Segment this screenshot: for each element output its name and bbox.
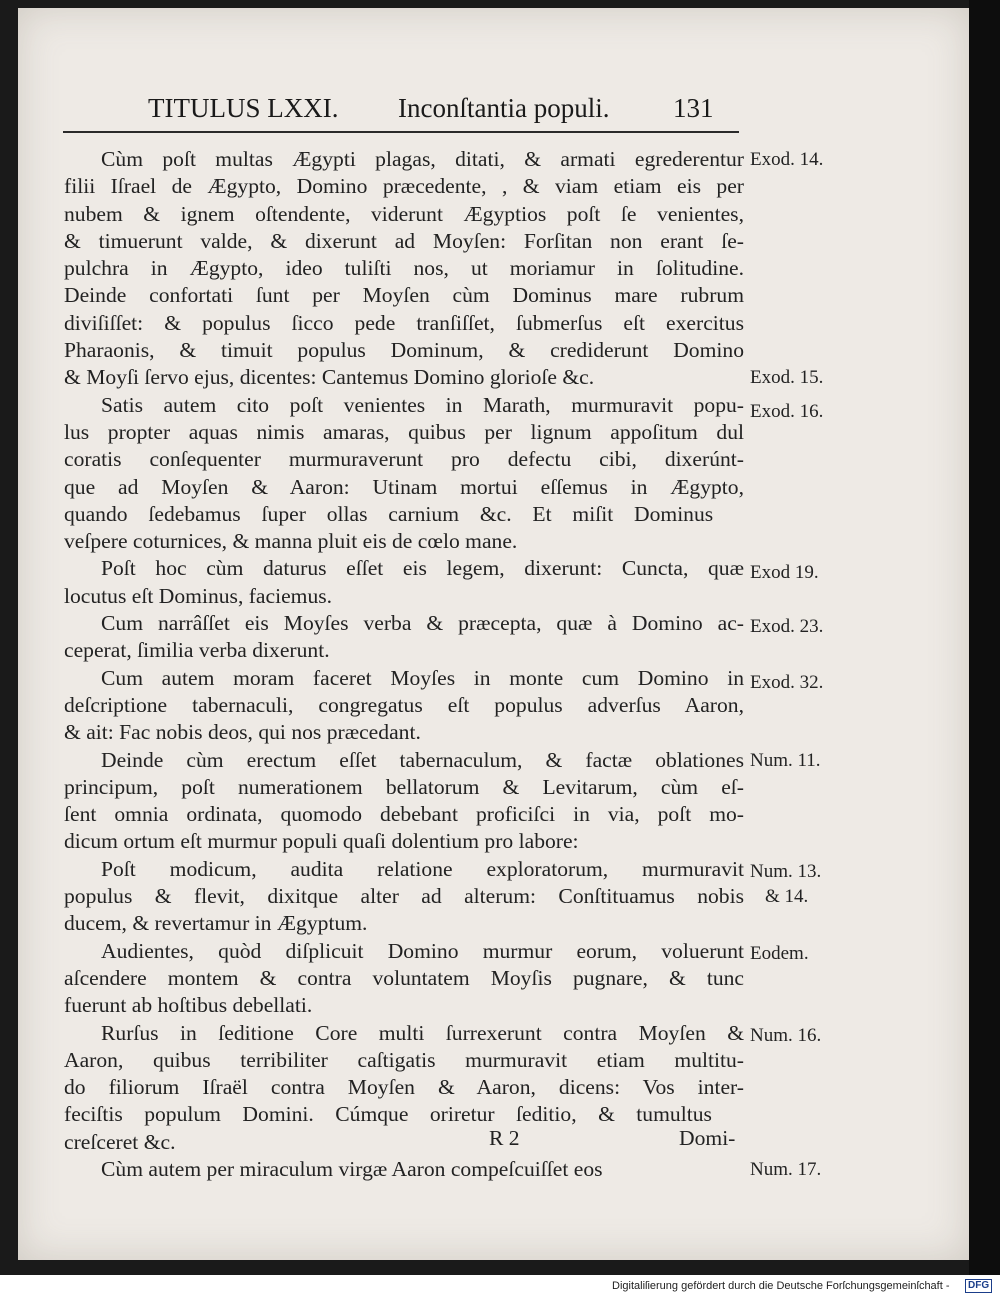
signature-mark: R 2 (489, 1126, 520, 1150)
marginal-note: Exod 19. (750, 561, 819, 583)
text-line: veſpere coturnices, & manna pluit eis de cœlo mane. (64, 529, 518, 554)
marginal-note: Num. 17. (750, 1159, 822, 1181)
text-line: lus propter aquas nimis amaras, quibus per lignum appoſitum dul (64, 419, 744, 444)
text-line: fuerunt ab hoſtibus debellati. (64, 993, 313, 1018)
text-line: creſceret &c. (64, 1129, 176, 1154)
running-subtitle: Inconſtantia populi. (398, 93, 610, 123)
text-line: feciſtis populum Domini. Cúmque oriretur ſeditio, & tumultus (64, 1102, 712, 1127)
marginal-note: Eodem. (750, 942, 809, 964)
text-line: Cum narrâſſet eis Moyſes verba & præcepta, quæ à Domino ac- (101, 611, 744, 636)
text-line: Rurſus in ſeditione Core multi ſurrexerunt contra Moyſen & (101, 1020, 744, 1045)
page-number: 131 (673, 93, 714, 123)
text-line: deſcriptione tabernaculi, congregatus eſt populus adverſus Aaron, (64, 692, 744, 717)
text-line: ſent omnia ordinata, quomodo debebant proficiſci in via, poſt mo- (64, 802, 744, 827)
text-line: coratis conſequenter murmuraverunt pro defectu cibi, dixerúnt- (64, 447, 744, 472)
text-line: Cùm autem per miraculum virgæ Aaron compeſcuiſſet eos (101, 1156, 603, 1181)
text-line: populus & flevit, dixitque alter ad alterum: Conſtituamus nobis (64, 884, 744, 909)
text-line: locutus eſt Dominus, faciemus. (64, 583, 333, 608)
marginal-note: Num. 16. (750, 1024, 822, 1046)
text-line: principum, poſt numerationem bellatorum & Levitarum, cùm eſ- (64, 774, 744, 799)
text-line: nubem & ignem oſtendente, viderunt Ægyptios poſt ſe venientes, (64, 201, 744, 226)
text-line: & Moyſi ſervo ejus, dicentes: Cantemus Domino glorioſe &c. (64, 365, 595, 390)
text-line: pulchra in Ægypto, ideo tuliſti nos, ut moriamur in ſolitudine. (64, 256, 744, 281)
marginal-note: Exod. 32. (750, 671, 824, 693)
text-line: & timuerunt valde, & dixerunt ad Moyſen: Forſitan non erant ſe- (64, 228, 744, 253)
text-line: ceperat, ſimilia verba dixerunt. (64, 638, 330, 663)
catchword: Domi- (679, 1126, 736, 1150)
text-line: aſcendere montem & contra voluntatem Moyſis pugnare, & tunc (64, 965, 744, 990)
text-line: Pharaonis, & timuit populus Dominum, & crediderunt Domino (64, 338, 744, 363)
text-line: diviſiſſet: & populus ſicco pede tranſiſſet, ſubmerſus eſt exercitus (64, 310, 744, 335)
text-line: Aaron, quibus terribiliter caſtigatis murmuravit etiam multitu- (64, 1047, 744, 1072)
marginal-note: Exod. 16. (750, 400, 824, 422)
text-line: ducem, & revertamur in Ægyptum. (64, 911, 368, 936)
text-line: Audientes, quòd diſplicuit Domino murmur eorum, voluerunt (101, 938, 744, 963)
text-line: dicum ortum eſt murmur populi quaſi dolentium pro labore: (64, 829, 579, 854)
marginal-note: Exod. 14. (750, 149, 824, 170)
text-line: Poſt modicum, audita relatione exploratorum, murmuravit (101, 856, 744, 881)
text-line: Poſt hoc cùm daturus eſſet eis legem, dixerunt: Cuncta, quæ (101, 556, 744, 581)
marginal-note: Exod. 23. (750, 616, 824, 638)
text-line: do filiorum Iſraël contra Moyſen & Aaron, dicens: Vos inter- (64, 1075, 744, 1100)
marginal-note: & 14. (765, 886, 809, 908)
marginal-note: Exod. 15. (750, 367, 824, 389)
page-footer (64, 1126, 744, 1156)
marginal-note: Num. 13. (750, 860, 822, 882)
dfg-logo[interactable]: DFG (965, 1279, 992, 1293)
text-line: Deinde cùm erectum eſſet tabernaculum, & factæ oblationes (101, 747, 744, 772)
running-title: TITULUS LXXI. (148, 93, 339, 123)
text-line: Satis autem cito poſt venientes in Marath, murmuravit popu- (101, 392, 744, 417)
digitization-credit: Digitaliſierung gefördert durch die Deutsche Forſchungsgemeinſchaft - (612, 1280, 950, 1292)
marginal-note: Num. 11. (750, 749, 821, 771)
text-line: que ad Moyſen & Aaron: Utinam mortui eſſemus in Ægypto, (64, 474, 744, 499)
text-line: Deinde confortati ſunt per Moyſen cùm Dominus mare rubrum (64, 283, 744, 308)
text-line: filii Iſrael de Ægypto, Domino præcedente, , & viam etiam eis per (64, 174, 744, 199)
text-line: Cum autem moram faceret Moyſes in monte cum Domino in (101, 665, 744, 690)
text-line: Cùm poſt multas Ægypti plagas, ditati, & armati egrederentur (101, 147, 744, 171)
text-line: quando ſedebamus ſuper ollas carnium &c. Et miſit Dominus (64, 501, 714, 526)
text-line: & ait: Fac nobis deos, qui nos præcedant. (64, 720, 421, 745)
